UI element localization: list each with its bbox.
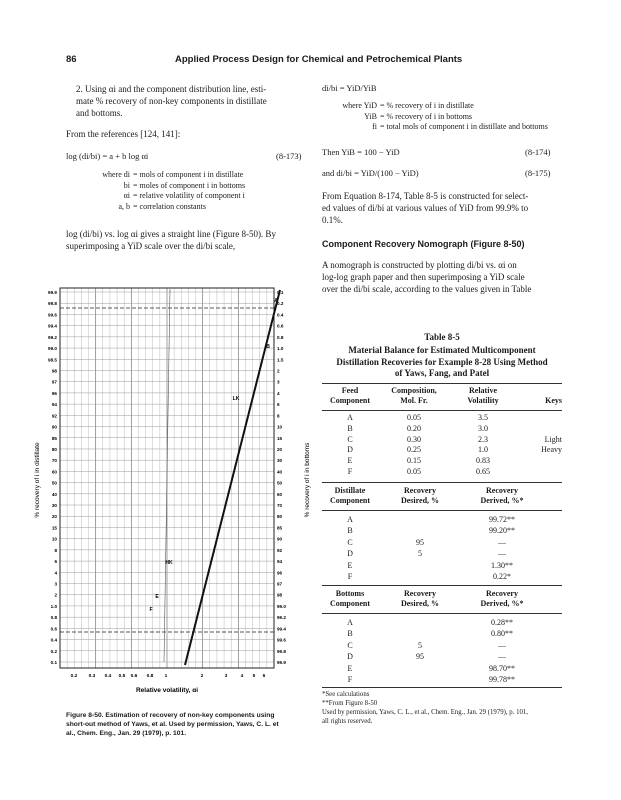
tick-label: 99.0 (277, 603, 286, 609)
tick-label: 15 (51, 525, 57, 531)
point-label: F (149, 607, 153, 613)
tick-label: 0.8 (50, 615, 57, 621)
table-cell (378, 514, 462, 525)
point-label: E (155, 594, 159, 600)
where-key: YiB (364, 111, 377, 121)
tick-label: 5 (252, 674, 256, 679)
table-row (322, 435, 562, 446)
equation-number-8-174: (8-174) (525, 147, 551, 157)
table-cell: 0.20 (407, 423, 421, 433)
where-row (66, 181, 316, 192)
table-cell (378, 617, 462, 628)
tick-label: 0.8 (277, 334, 284, 340)
table-cell: 1.0 (478, 445, 488, 455)
tick-label: 85 (277, 525, 283, 531)
table-row (322, 560, 562, 571)
where-value: = correlation constants (133, 201, 206, 211)
table-cell (378, 674, 462, 685)
tick-label: 0.4 (277, 312, 284, 318)
table-cell: 0.65 (476, 466, 490, 476)
from-references: From the references [124, 141]: (66, 129, 181, 139)
where-key: bi (123, 180, 130, 190)
section-heading: Component Recovery Nomograph (Figure 8-50) (322, 239, 525, 249)
tick-label: 60 (51, 469, 57, 475)
table-cell: C (347, 434, 353, 444)
feed-header-row (322, 386, 562, 406)
table-number: Table 8-5 (424, 332, 460, 342)
column-header: Composition, Mol. Fr. (391, 386, 437, 405)
table-cell: E (347, 560, 353, 570)
table-cell: 98.70** (489, 663, 515, 673)
left-axis-ticks (48, 290, 57, 665)
table-cell: 3.5 (478, 413, 488, 422)
tick-label: 0.2 (277, 301, 284, 307)
tick-label: 6 (54, 559, 57, 565)
where-row (322, 112, 562, 123)
where-key: αi (123, 191, 130, 200)
feed-table (322, 386, 562, 406)
table-cell: — (498, 640, 506, 650)
table-row (322, 628, 562, 639)
tick-label: 97 (277, 581, 283, 587)
footnote: Used by permission, Yaws, C. L., et al., Chem. Eng., Jan. 29 (1979), p. 101, all rights reserved. (322, 709, 528, 725)
where-row (66, 191, 316, 202)
where-value: = % recovery of i in distillate (380, 101, 474, 110)
right-axis-ticks (277, 290, 286, 665)
table-row (322, 467, 562, 478)
tick-label: 1 (164, 674, 168, 679)
where-key: fi (372, 122, 377, 131)
column-header: Recovery Desired, % (400, 589, 440, 608)
table-cell: 0.80** (491, 629, 513, 639)
tick-label: 1.5 (277, 357, 284, 363)
table-cell: C (347, 640, 353, 650)
tick-label: 2 (54, 592, 57, 598)
left-axis-label: % recovery of i in distillate (34, 442, 41, 518)
tick-label: 0.1 (277, 290, 284, 295)
table-row (322, 674, 562, 685)
table-cell (378, 525, 462, 536)
tick-label: 0.4 (104, 674, 112, 679)
column-header: Keys (545, 396, 562, 405)
table-cell: Light (544, 434, 562, 444)
table-rule (322, 482, 562, 483)
where-row (322, 122, 562, 133)
where-row (66, 170, 316, 181)
item-2-paragraph: 2. Using αi and the component distribution line, esti- mate % recovery of non-key components in distillate and bottoms. (76, 84, 267, 118)
table-rule (322, 383, 562, 384)
table-cell: C (347, 537, 353, 547)
where-key: where di (102, 170, 130, 179)
table-cell: F (347, 675, 353, 685)
where-list-left (66, 170, 316, 212)
equation-8-174: Then YiB = 100 − YiD (322, 147, 400, 157)
table-cell (516, 424, 562, 435)
table-cell (378, 571, 462, 582)
paragraph-nomograph: A nomograph is constructed by plotting di/bi vs. αi on log-log graph paper and then superimposing a YiD scale over the di/bi scale, according to the values given in Table (322, 260, 532, 294)
where-row (322, 101, 562, 112)
table-row (322, 617, 562, 628)
table-cell: D (347, 445, 353, 455)
where-value: = % recovery of i in bottoms (380, 111, 473, 121)
tick-label: 40 (51, 491, 57, 497)
table-cell (378, 663, 462, 674)
where-value: = total mols of component i in distillate and bottoms (380, 122, 548, 131)
tick-label: 10 (277, 424, 283, 430)
tick-label: 0.6 (50, 626, 57, 632)
table-row (322, 663, 562, 674)
point-label: A (274, 298, 278, 304)
x-axis-label: Relative volatility, αi (135, 687, 199, 694)
table-cell: F (347, 466, 353, 476)
tick-label: 80 (51, 446, 57, 452)
tick-label: 70 (51, 458, 57, 464)
tick-label: 3 (54, 581, 57, 587)
table-cell: B (347, 526, 353, 536)
figure-caption: Figure 8-50. Estimation of recovery of non-key components using short-out method of Yaws, et al. Used by permission, Yaws, C. L. et al., Chem. Eng., Jan. 29 (1979), p. 101. (66, 712, 279, 737)
column-header: Recovery Derived, %* (480, 589, 524, 608)
footnote: **From Figure 8-50 (322, 700, 378, 707)
table-rule (322, 510, 562, 511)
tick-label: 80 (277, 514, 283, 520)
tick-label: 1.0 (277, 346, 284, 352)
where-key: a, b (118, 201, 130, 211)
table-cell: 2.3 (478, 434, 488, 444)
point-labels (149, 298, 278, 613)
table-cell: 0.05 (407, 413, 421, 422)
tick-label: 40 (277, 469, 283, 475)
column-header: Distillate Component (329, 486, 370, 505)
tick-label: 90 (51, 424, 57, 430)
tick-label: 0.4 (50, 637, 57, 643)
table-cell: 3.0 (478, 423, 488, 433)
right-axis-label: % recovery of i in bottoms (304, 442, 311, 518)
recovery-nomograph (30, 280, 315, 700)
table-cell (516, 456, 562, 467)
tick-label: 0.2 (70, 674, 78, 679)
tick-label: 99.0 (48, 346, 57, 352)
tick-label: 96 (51, 390, 57, 396)
table-footnotes (322, 690, 572, 726)
table-row (322, 514, 562, 525)
page-number: 86 (66, 54, 77, 65)
tick-label: 99.6 (48, 312, 57, 318)
where-value: = moles of component i in bottoms (133, 180, 246, 190)
tick-label: 10 (51, 536, 57, 542)
tick-label: 92 (277, 547, 283, 553)
tick-label: 0.6 (277, 323, 284, 329)
column-header: Bottoms Component (329, 589, 370, 608)
table-cell: — (498, 537, 506, 547)
table-cell (516, 413, 562, 424)
tick-label: 4 (240, 674, 244, 679)
tick-label: 8 (54, 547, 57, 553)
table-cell: B (347, 423, 353, 433)
tick-label: 60 (277, 491, 283, 497)
table-rule (322, 613, 562, 614)
tick-label: 4 (54, 570, 57, 576)
tick-label: 6 (277, 402, 280, 408)
tick-label: 85 (51, 435, 57, 441)
tick-label: 0.6 (130, 674, 138, 679)
equation-di-bi: di/bi = YiD/YiB (322, 83, 377, 93)
column-header: Relative Volatility (467, 386, 499, 405)
tick-label: 90 (277, 536, 283, 542)
tick-label: 30 (51, 503, 57, 509)
table-cell: 0.30 (407, 434, 421, 444)
tick-label: 2 (277, 368, 280, 374)
table-row (322, 548, 562, 559)
tick-label: 0.2 (50, 648, 57, 654)
table-cell: A (347, 618, 353, 627)
table-cell: 0.83 (476, 456, 490, 466)
running-title: Applied Process Design for Chemical and Petrochemical Plants (175, 54, 463, 65)
tick-label: 99.8 (277, 648, 286, 654)
tick-label: 99.4 (48, 323, 57, 329)
table-cell: E (347, 456, 353, 466)
table-cell: 0.25 (407, 445, 421, 455)
tick-label: 99.2 (277, 615, 286, 621)
table-cell: E (347, 663, 353, 673)
where-value: = relative volatility of component i (133, 191, 245, 200)
table-cell (378, 628, 462, 639)
table-row (322, 445, 562, 456)
tick-label: 94 (277, 559, 283, 565)
tick-label: 92 (51, 413, 57, 419)
tick-label: 3 (277, 379, 280, 385)
table-rule (322, 410, 562, 411)
point-label: HK (165, 560, 173, 566)
tick-label: 70 (277, 503, 283, 509)
table-row (322, 651, 562, 662)
table-cell: 1.30** (491, 560, 513, 570)
bottoms-table (322, 589, 562, 609)
tick-label: 99.8 (48, 301, 57, 307)
table-cell: A (347, 515, 353, 524)
tick-label: 0.5 (118, 674, 126, 679)
equation-number-8-175: (8-175) (525, 168, 551, 178)
feed-table-body (322, 413, 562, 478)
distillate-header-row (322, 486, 562, 506)
table-cell: Heavy (541, 445, 562, 455)
table-cell: 0.28** (491, 618, 513, 627)
table-cell: D (347, 652, 353, 662)
tick-label: 99.4 (277, 626, 286, 632)
tick-label: 4 (277, 390, 280, 396)
tick-label: 96 (277, 570, 283, 576)
table-cell: 5 (418, 549, 422, 559)
table-row (322, 424, 562, 435)
table-cell: 0.05 (407, 466, 421, 476)
tick-label: 99.2 (48, 334, 57, 340)
distillate-table-body (322, 514, 562, 582)
table-cell: — (498, 549, 506, 559)
tick-label: 98.5 (48, 357, 57, 363)
table-cell (378, 560, 462, 571)
tick-label: 6 (262, 674, 266, 679)
tick-label: 50 (277, 480, 283, 486)
table-row (322, 640, 562, 651)
table-cell: 0.15 (407, 456, 421, 466)
tick-label: 99.6 (277, 637, 286, 643)
table-row (322, 537, 562, 548)
table-cell: 5 (418, 640, 422, 650)
tick-label: 99.9 (48, 290, 57, 295)
table-cell: 95 (416, 537, 424, 547)
tick-label: 98 (51, 368, 57, 374)
paragraph-after-where: log (di/bi) vs. log αi gives a straight line (Figure 8-50). By superimposing a YiD scale over the di/bi scale, (66, 229, 276, 251)
tick-label: 15 (277, 435, 283, 441)
where-key: where YiD (342, 101, 377, 110)
table-cell: 99.78** (489, 675, 515, 685)
point-label: B (266, 344, 270, 350)
table-cell: 95 (416, 652, 424, 662)
x-axis-ticks (71, 673, 266, 679)
table-rule (322, 585, 562, 586)
table-cell: 0.22* (493, 572, 511, 582)
table-cell: D (347, 549, 353, 559)
table-row (322, 525, 562, 536)
table-cell: F (347, 572, 353, 582)
equation-8-173: log (di/bi) = a + b log αi (66, 151, 149, 161)
tick-label: 0.1 (50, 660, 57, 665)
tick-label: 99.9 (277, 660, 286, 665)
bottoms-table-body (322, 617, 562, 685)
table-cell: 99.20** (489, 526, 515, 536)
table-title: Material Balance for Estimated Multicomponent Distillation Recoveries for Example 8-28 Using Method of Yaws, Fang, and Patel (336, 345, 548, 378)
point-label: LK (232, 396, 240, 402)
where-row (66, 202, 316, 213)
tick-label: 8 (277, 413, 280, 419)
table-row (322, 413, 562, 424)
table-cell (516, 467, 562, 478)
paragraph-table-construction: From Equation 8-174, Table 8-5 is constructed for select- ed values of di/bi at various values of YiD from 99.9% to 0.1%. (322, 191, 529, 225)
tick-label: 20 (277, 446, 283, 452)
where-value: = mols of component i in distillate (133, 170, 244, 179)
tick-label: 50 (51, 480, 57, 486)
equation-8-175: and di/bi = YiD/(100 − YiD) (322, 168, 419, 178)
table-cell: A (347, 413, 353, 422)
tick-label: 94 (51, 402, 57, 408)
table-cell: B (347, 629, 353, 639)
where-list-right (322, 101, 562, 133)
table-cell: — (498, 652, 506, 662)
table-row (322, 571, 562, 582)
column-header: Recovery Desired, % (400, 486, 440, 505)
distillate-table (322, 486, 562, 506)
footnote: *See calculations (322, 691, 370, 698)
table-row (322, 456, 562, 467)
tick-label: 98 (277, 592, 283, 598)
bottoms-header-row (322, 589, 562, 609)
tick-label: 0.8 (146, 674, 154, 679)
table-cell: 99.72** (489, 515, 515, 524)
tick-label: 97 (51, 379, 57, 385)
tick-label: 1.0 (50, 603, 57, 609)
equation-number-8-173: (8-173) (276, 151, 302, 161)
table-rule (322, 687, 562, 688)
column-header: Recovery Derived, %* (480, 486, 524, 505)
tick-label: 20 (51, 514, 57, 520)
column-header: Feed Component (329, 386, 370, 405)
tick-label: 3 (224, 674, 228, 679)
tick-label: 30 (277, 458, 283, 464)
tick-label: 2 (200, 674, 204, 679)
tick-label: 0.3 (88, 674, 96, 679)
